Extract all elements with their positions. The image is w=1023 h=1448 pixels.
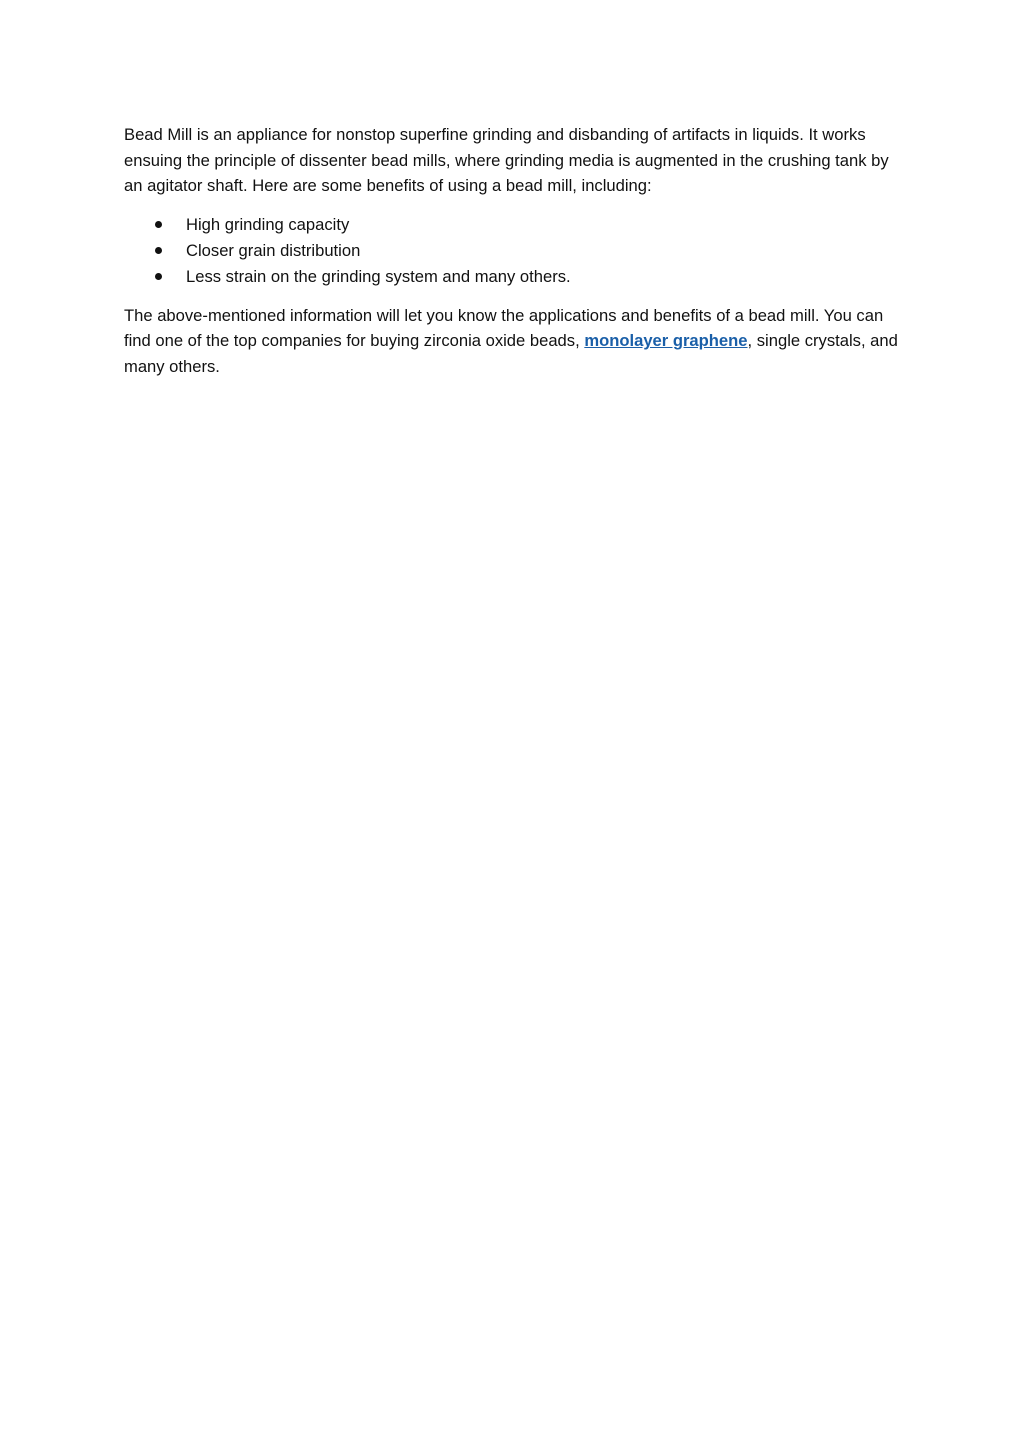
monolayer-graphene-link[interactable]: monolayer graphene [584, 331, 748, 350]
closing-text-after-link: , single crystals, and many others. [124, 331, 898, 376]
bullet-icon [155, 247, 162, 254]
list-item [124, 264, 902, 290]
closing-paragraph [124, 303, 902, 380]
bullet-icon [155, 273, 162, 280]
list-item-text: Less strain on the grinding system and many others. [186, 266, 571, 286]
closing-text-before-link: The above-mentioned information will let you know the applications and benefits of a bead mill. You can find one of the top companies for buying zirconia oxide beads, [124, 305, 884, 350]
list-item-text: Closer grain distribution [186, 240, 361, 260]
list-item [124, 238, 902, 264]
list-item [124, 212, 902, 238]
bullet-icon [155, 221, 162, 228]
document-body [124, 122, 902, 379]
benefits-list [124, 212, 902, 290]
list-item-text: High grinding capacity [186, 214, 350, 234]
intro-paragraph: Bead Mill is an appliance for nonstop superfine grinding and disbanding of artifacts in liquids. It works ensuing the principle of dissenter bead mills, where grinding media is augmented in the crushing tank by an agitator shaft. Here are some benefits of using a bead mill, including: [124, 125, 889, 195]
